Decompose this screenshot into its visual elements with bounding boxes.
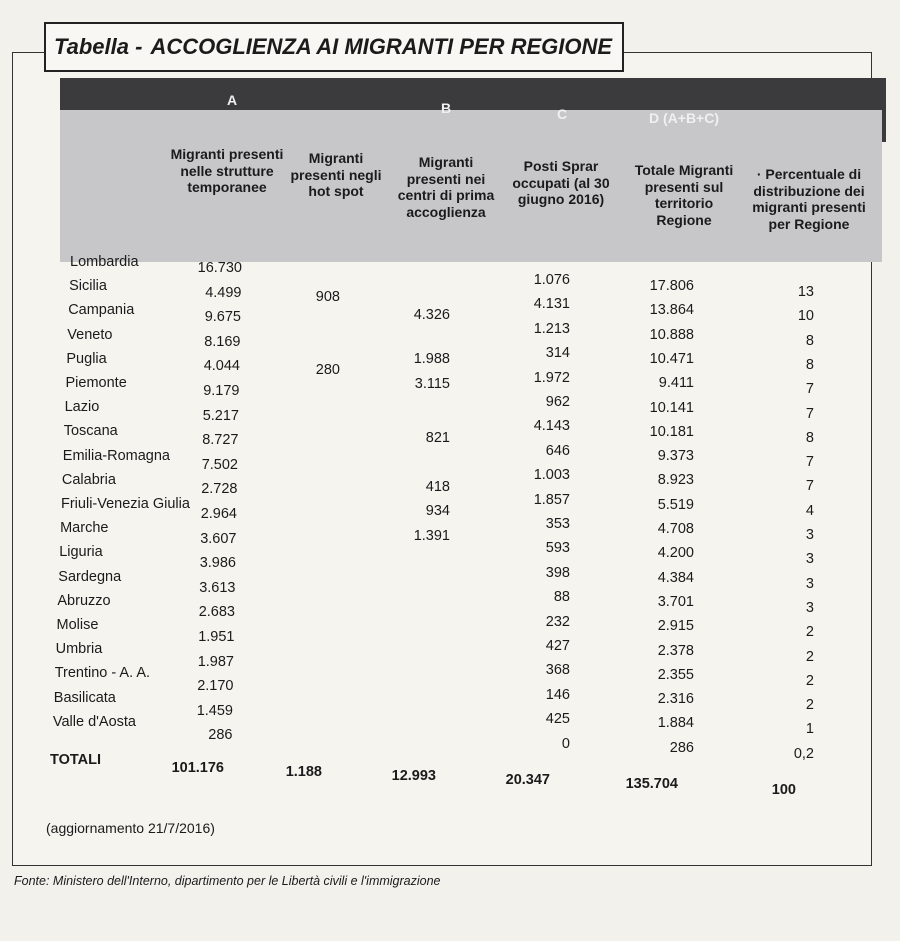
cell-posti-sprar: 353: [545, 516, 570, 532]
region-name: Campania: [68, 302, 135, 319]
region-name: Liguria: [59, 544, 103, 561]
update-note: (aggiornamento 21/7/2016): [46, 820, 215, 836]
cell-totale-migranti: 9.411: [658, 375, 694, 392]
cell-totale-migranti: 2.915: [657, 618, 694, 635]
cell-strutture-temporanee: 1.987: [197, 653, 234, 670]
cell-percentuale: 4: [805, 502, 814, 519]
cell-percentuale: 3: [805, 599, 814, 616]
cell-percentuale: 13: [797, 284, 814, 300]
cell-posti-sprar: 1.857: [533, 491, 570, 508]
cell-percentuale: 3: [805, 551, 814, 568]
cell-posti-sprar: 368: [545, 662, 570, 679]
cell-percentuale: 8: [805, 356, 814, 373]
region-name: Valle d'Aosta: [52, 713, 136, 730]
cell-posti-sprar: 88: [553, 589, 570, 606]
header-posti-sprar: Posti Sprar occupati (al 30 giugno 2016): [512, 158, 610, 208]
cell-strutture-temporanee: 1.951: [198, 629, 235, 645]
cell-totale-migranti: 10.888: [649, 326, 694, 343]
cell-totale-migranti: 1.884: [657, 715, 694, 732]
cell-strutture-temporanee: 3.607: [200, 530, 237, 547]
cell-posti-sprar: 1.213: [533, 320, 570, 337]
region-name: Sicilia: [69, 278, 107, 295]
cell-strutture-temporanee: 4.499: [205, 284, 242, 301]
total-pct: 100: [771, 782, 796, 798]
region-name: Trentino - A. A.: [54, 665, 151, 682]
cell-percentuale: 8: [805, 429, 814, 446]
region-name: Lazio: [64, 399, 100, 416]
total-d: 135.704: [625, 776, 678, 792]
cell-prima-accoglienza: 1.988: [413, 351, 450, 368]
cell-percentuale: 2: [805, 697, 814, 714]
region-name: Piemonte: [65, 375, 127, 391]
cell-posti-sprar: 4.131: [533, 296, 570, 313]
region-name: Molise: [56, 617, 99, 633]
cell-strutture-temporanee: 3.986: [199, 555, 236, 572]
region-name: Friuli-Venezia Giulia: [61, 496, 190, 512]
header-prima-accoglienza: Migranti presenti nei centri di prima accoglienza: [397, 154, 495, 220]
cell-totale-migranti: 5.519: [657, 496, 694, 513]
cell-totale-migranti: 10.181: [649, 423, 694, 440]
cell-strutture-temporanee: 8.727: [202, 432, 239, 449]
cell-strutture-temporanee: 286: [208, 727, 233, 744]
total-b: 12.993: [391, 768, 436, 784]
cell-prima-accoglienza: 821: [425, 429, 450, 446]
region-name: Marche: [60, 520, 109, 537]
cell-percentuale: 3: [805, 575, 814, 592]
cell-totale-migranti: 3.701: [657, 593, 694, 610]
cell-percentuale: 0,2: [793, 745, 814, 762]
region-name: Sardegna: [58, 568, 122, 585]
cell-posti-sprar: 146: [545, 686, 570, 703]
cell-strutture-temporanee: 3.613: [199, 579, 236, 596]
region-name: Puglia: [66, 350, 107, 367]
cell-posti-sprar: 962: [545, 394, 570, 410]
cell-totale-migranti: 17.806: [649, 278, 694, 294]
cell-totale-migranti: 10.141: [649, 399, 694, 416]
cell-posti-sprar: 1.076: [533, 272, 570, 288]
cell-posti-sprar: 314: [545, 345, 570, 362]
cell-percentuale: 2: [805, 624, 814, 641]
cell-totale-migranti: 4.384: [657, 569, 694, 586]
cell-percentuale: 7: [805, 454, 814, 471]
cell-posti-sprar: 0: [561, 735, 570, 752]
cell-totale-migranti: 2.355: [657, 666, 694, 683]
cell-totale-migranti: 10.471: [649, 350, 694, 367]
cell-percentuale: 7: [805, 405, 814, 422]
cell-strutture-temporanee: 5.217: [202, 407, 239, 424]
total-c: 20.347: [505, 772, 550, 788]
source-note: Fonte: Ministero dell'Interno, dipartimento per le Libertà civili e l'immigrazione: [14, 874, 441, 888]
cell-prima-accoglienza: 1.391: [413, 527, 450, 544]
cell-posti-sprar: 1.972: [533, 369, 570, 386]
region-name: Toscana: [63, 423, 118, 440]
cell-totale-migranti: 4.200: [657, 545, 694, 562]
cell-totale-migranti: 9.373: [657, 448, 694, 465]
region-name: Abruzzo: [57, 592, 111, 609]
cell-totale-migranti: 286: [669, 739, 694, 756]
cell-percentuale: 8: [805, 332, 814, 349]
cell-totale-migranti: 13.864: [649, 302, 694, 319]
header-hot-spot: Migranti presenti negli hot spot: [290, 150, 382, 200]
cell-posti-sprar: 232: [545, 613, 570, 630]
cell-posti-sprar: 646: [545, 442, 570, 459]
cell-percentuale: 2: [805, 648, 814, 665]
col-letter-b: B: [440, 100, 452, 116]
cell-strutture-temporanee: 9.675: [204, 309, 241, 326]
cell-posti-sprar: 398: [545, 564, 570, 581]
cell-posti-sprar: 593: [545, 540, 570, 557]
cell-totale-migranti: 4.708: [657, 521, 694, 537]
cell-percentuale: 7: [805, 381, 814, 398]
cell-percentuale: 3: [805, 527, 814, 543]
region-name: Veneto: [67, 326, 113, 343]
region-name: Basilicata: [53, 689, 116, 706]
cell-strutture-temporanee: 16.730: [197, 260, 242, 276]
total-hotspot: 1.188: [285, 764, 322, 780]
cell-prima-accoglienza: 3.115: [414, 375, 450, 392]
cell-posti-sprar: 427: [545, 638, 570, 654]
region-name: Lombardia: [70, 254, 139, 270]
header-totale-migranti: Totale Migranti presenti sul territorio Regione: [634, 162, 734, 228]
region-name: Emilia-Romagna: [62, 447, 170, 464]
cell-strutture-temporanee: 2.964: [200, 506, 237, 522]
cell-posti-sprar: 1.003: [533, 467, 570, 484]
col-letter-c: C: [556, 106, 568, 122]
title-prefix: Tabella -: [54, 34, 143, 59]
cell-prima-accoglienza: 4.326: [413, 307, 450, 324]
col-letter-d: D (A+B+C): [648, 110, 720, 126]
cell-posti-sprar: 425: [545, 711, 570, 728]
cell-strutture-temporanee: 8.169: [204, 333, 241, 350]
cell-percentuale: 10: [797, 308, 814, 325]
title-main: ACCOGLIENZA AI MIGRANTI PER REGIONE: [150, 34, 613, 59]
totals-label: TOTALI: [50, 752, 102, 768]
cell-strutture-temporanee: 4.044: [203, 358, 240, 375]
cell-totale-migranti: 2.316: [657, 691, 694, 708]
cell-prima-accoglienza: 934: [425, 503, 450, 520]
region-name: Calabria: [61, 471, 116, 488]
table-title: [44, 22, 624, 72]
cell-totale-migranti: 2.378: [657, 642, 694, 659]
cell-strutture-temporanee: 2.170: [197, 678, 234, 695]
cell-hot-spot: 908: [315, 288, 340, 305]
cell-strutture-temporanee: 1.459: [196, 702, 233, 719]
cell-hot-spot: 280: [315, 362, 340, 378]
cell-strutture-temporanee: 2.728: [201, 481, 238, 498]
region-name: Umbria: [55, 641, 103, 658]
header-strutture-temporanee: Migranti presenti nelle strutture temporanee: [170, 146, 284, 196]
cell-posti-sprar: 4.143: [533, 418, 570, 435]
cell-strutture-temporanee: 9.179: [203, 383, 240, 399]
cell-percentuale: 1: [805, 721, 814, 738]
cell-prima-accoglienza: 418: [425, 478, 450, 495]
cell-strutture-temporanee: 7.502: [201, 456, 238, 473]
header-percentuale: · Percentuale di distribuzione dei migranti presenti per Regione: [752, 166, 866, 232]
total-a: 101.176: [171, 760, 224, 776]
cell-totale-migranti: 8.923: [657, 472, 694, 489]
cell-percentuale: 2: [805, 672, 814, 689]
cell-percentuale: 7: [805, 478, 814, 495]
cell-strutture-temporanee: 2.683: [198, 604, 235, 621]
col-letter-a: A: [226, 92, 238, 108]
